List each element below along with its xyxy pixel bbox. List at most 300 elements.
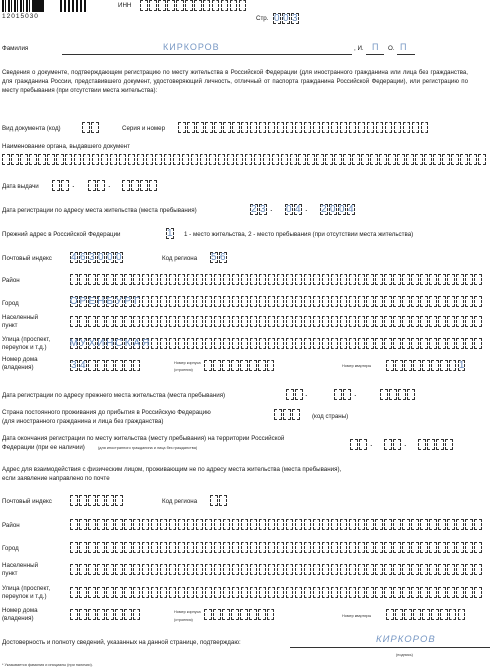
entry-cell[interactable] — [83, 154, 91, 165]
end-reg-year-cells[interactable] — [418, 439, 454, 450]
entry-cell[interactable] — [79, 274, 87, 285]
region2-cells[interactable] — [210, 495, 228, 506]
entry-cell[interactable] — [196, 316, 204, 327]
entry-cell[interactable] — [304, 587, 312, 598]
entry-cell[interactable] — [214, 542, 222, 553]
entry-cell[interactable] — [137, 154, 145, 165]
entry-cell[interactable] — [258, 360, 266, 371]
entry-cell[interactable]: 6 — [80, 252, 86, 263]
entry-cell[interactable] — [88, 609, 96, 620]
entry-cell[interactable] — [384, 439, 392, 450]
entry-cell[interactable] — [418, 439, 426, 450]
entry-cell[interactable] — [375, 316, 383, 327]
entry-cell[interactable] — [232, 122, 240, 133]
entry-cell[interactable] — [422, 609, 430, 620]
entry-cell[interactable] — [438, 316, 446, 327]
entry-cell[interactable] — [411, 587, 419, 598]
entry-cell[interactable] — [277, 338, 285, 349]
entry-cell[interactable] — [88, 542, 96, 553]
entry-cell[interactable] — [151, 274, 159, 285]
end-reg-day-cells[interactable] — [350, 439, 368, 450]
entry-cell[interactable] — [222, 360, 230, 371]
initial-i-value[interactable]: П — [372, 42, 379, 52]
entry-cell[interactable] — [402, 542, 410, 553]
entry-cell[interactable] — [449, 609, 457, 620]
entry-cell[interactable] — [456, 564, 464, 575]
entry-cell[interactable] — [268, 519, 276, 530]
entry-cell[interactable] — [420, 564, 428, 575]
entry-cell[interactable] — [393, 338, 401, 349]
entry-cell[interactable] — [295, 564, 303, 575]
entry-cell[interactable] — [313, 274, 321, 285]
entry-cell[interactable] — [304, 519, 312, 530]
entry-cell[interactable] — [151, 338, 159, 349]
entry-cell[interactable] — [456, 587, 464, 598]
entry-cell[interactable] — [133, 519, 141, 530]
entry-cell[interactable] — [218, 154, 226, 165]
entry-cell[interactable] — [79, 316, 87, 327]
entry-cell[interactable] — [70, 564, 78, 575]
entry-cell[interactable] — [88, 360, 96, 371]
entry-cell[interactable] — [232, 316, 240, 327]
registration-day-cells[interactable] — [250, 204, 268, 215]
entry-cell[interactable] — [133, 587, 141, 598]
entry-cell[interactable] — [384, 564, 392, 575]
entry-cell[interactable] — [334, 154, 342, 165]
entry-cell[interactable] — [160, 564, 168, 575]
house-cells[interactable] — [70, 360, 142, 371]
city2-cells[interactable] — [70, 542, 483, 553]
entry-cell[interactable] — [313, 316, 321, 327]
entry-cell[interactable] — [474, 338, 482, 349]
entry-cell[interactable] — [386, 360, 394, 371]
entry-cell[interactable] — [164, 154, 172, 165]
entry-cell[interactable] — [277, 587, 285, 598]
entry-cell[interactable] — [249, 609, 257, 620]
registration-month-cells[interactable] — [285, 204, 303, 215]
entry-cell[interactable] — [322, 542, 330, 553]
entry-cell[interactable] — [196, 587, 204, 598]
entry-cell[interactable] — [375, 338, 383, 349]
entry-cell[interactable] — [433, 154, 441, 165]
entry-cell[interactable] — [325, 154, 333, 165]
entry-cell[interactable] — [178, 274, 186, 285]
entry-cell[interactable] — [322, 122, 330, 133]
entry-cell[interactable] — [205, 542, 213, 553]
entry-cell[interactable] — [340, 338, 348, 349]
entry-cell[interactable] — [295, 587, 303, 598]
entry-cell[interactable] — [268, 122, 276, 133]
entry-cell[interactable]: Б — [106, 296, 114, 307]
entry-cell[interactable]: 4 — [80, 360, 86, 371]
entry-cell[interactable] — [361, 154, 369, 165]
entry-cell[interactable] — [376, 122, 384, 133]
entry-cell[interactable] — [268, 564, 276, 575]
entry-cell[interactable] — [438, 274, 446, 285]
entry-cell[interactable] — [358, 316, 366, 327]
entry-cell[interactable] — [79, 495, 87, 506]
entry-cell[interactable] — [456, 274, 464, 285]
entry-cell[interactable] — [304, 122, 312, 133]
entry-cell[interactable] — [349, 587, 357, 598]
entry-cell[interactable] — [366, 316, 374, 327]
entry-cell[interactable]: У — [79, 338, 86, 349]
street-cells[interactable] — [70, 338, 483, 349]
entry-cell[interactable] — [277, 519, 285, 530]
entry-cell[interactable] — [286, 296, 294, 307]
entry-cell[interactable] — [436, 439, 444, 450]
entry-cell[interactable] — [340, 122, 348, 133]
entry-cell[interactable] — [241, 296, 249, 307]
entry-cell[interactable] — [196, 274, 204, 285]
entry-cell[interactable] — [187, 542, 195, 553]
entry-cell[interactable] — [82, 122, 90, 133]
entry-cell[interactable] — [267, 609, 275, 620]
entry-cell[interactable] — [115, 587, 123, 598]
entry-cell[interactable] — [277, 564, 285, 575]
entry-cell[interactable] — [447, 316, 455, 327]
entry-cell[interactable] — [232, 338, 240, 349]
entry-cell[interactable] — [277, 296, 285, 307]
entry-cell[interactable] — [259, 587, 267, 598]
entry-cell[interactable] — [65, 154, 73, 165]
entry-cell[interactable]: 0 — [283, 13, 289, 24]
entry-cell[interactable] — [440, 360, 448, 371]
entry-cell[interactable] — [447, 296, 455, 307]
entry-cell[interactable] — [169, 519, 177, 530]
entry-cell[interactable] — [350, 439, 358, 450]
entry-cell[interactable] — [281, 154, 289, 165]
entry-cell[interactable] — [133, 542, 141, 553]
entry-cell[interactable] — [438, 296, 446, 307]
entry-cell[interactable] — [456, 519, 464, 530]
entry-cell[interactable] — [240, 360, 248, 371]
entry-cell[interactable] — [223, 519, 231, 530]
entry-cell[interactable] — [178, 316, 186, 327]
entry-cell[interactable] — [160, 542, 168, 553]
entry-cell[interactable] — [88, 274, 96, 285]
entry-cell[interactable] — [79, 542, 87, 553]
entry-cell[interactable] — [91, 122, 99, 133]
entry-cell[interactable]: 2 — [321, 204, 327, 215]
issue-day-cells[interactable] — [52, 180, 70, 191]
entry-cell[interactable] — [429, 542, 437, 553]
entry-cell[interactable] — [106, 519, 114, 530]
entry-cell[interactable] — [133, 274, 141, 285]
entry-cell[interactable] — [106, 495, 114, 506]
entry-cell[interactable] — [393, 587, 401, 598]
entry-cell[interactable] — [97, 360, 105, 371]
entry-cell[interactable] — [214, 519, 222, 530]
entry-cell[interactable] — [160, 296, 168, 307]
entry-cell[interactable]: Р — [79, 296, 87, 307]
entry-cell[interactable] — [245, 154, 253, 165]
entry-cell[interactable] — [375, 519, 383, 530]
entry-cell[interactable] — [241, 274, 249, 285]
entry-cell[interactable] — [176, 0, 184, 11]
entry-cell[interactable] — [240, 609, 248, 620]
entry-cell[interactable] — [219, 495, 227, 506]
entry-cell[interactable] — [214, 316, 222, 327]
entry-cell[interactable] — [214, 338, 222, 349]
entry-cell[interactable] — [412, 122, 420, 133]
entry-cell[interactable] — [223, 316, 231, 327]
entry-cell[interactable] — [178, 338, 186, 349]
entry-cell[interactable] — [447, 519, 455, 530]
entry-cell[interactable] — [169, 542, 177, 553]
entry-cell[interactable] — [322, 587, 330, 598]
entry-cell[interactable] — [178, 122, 186, 133]
entry-cell[interactable] — [456, 296, 464, 307]
entry-cell[interactable] — [115, 316, 123, 327]
entry-cell[interactable] — [474, 519, 482, 530]
entry-cell[interactable] — [411, 564, 419, 575]
entry-cell[interactable] — [331, 587, 339, 598]
entry-cell[interactable] — [70, 316, 78, 327]
entry-cell[interactable] — [340, 274, 348, 285]
entry-cell[interactable] — [440, 609, 448, 620]
entry-cell[interactable] — [385, 122, 393, 133]
entry-cell[interactable] — [474, 542, 482, 553]
entry-cell[interactable] — [388, 154, 396, 165]
entry-cell[interactable] — [397, 154, 405, 165]
entry-cell[interactable] — [97, 609, 105, 620]
entry-cell[interactable] — [447, 274, 455, 285]
entry-cell[interactable] — [358, 338, 366, 349]
entry-cell[interactable] — [151, 296, 159, 307]
entry-cell[interactable] — [178, 564, 186, 575]
entry-cell[interactable] — [214, 274, 222, 285]
entry-cell[interactable] — [384, 542, 392, 553]
entry-cell[interactable] — [277, 122, 285, 133]
entry-cell[interactable] — [214, 564, 222, 575]
entry-cell[interactable]: 0 — [115, 252, 122, 263]
entry-cell[interactable] — [212, 0, 220, 11]
entry-cell[interactable] — [52, 180, 60, 191]
district-cells[interactable] — [70, 274, 483, 285]
entry-cell[interactable]: 3 — [291, 13, 298, 24]
entry-cell[interactable]: А — [133, 338, 141, 349]
entry-cell[interactable] — [393, 296, 401, 307]
entry-cell[interactable] — [277, 274, 285, 285]
entry-cell[interactable] — [427, 439, 435, 450]
entry-cell[interactable] — [358, 122, 366, 133]
entry-cell[interactable] — [447, 542, 455, 553]
entry-cell[interactable] — [420, 338, 428, 349]
entry-cell[interactable] — [268, 587, 276, 598]
entry-cell[interactable] — [106, 587, 114, 598]
entry-cell[interactable] — [395, 360, 403, 371]
entry-cell[interactable] — [187, 587, 195, 598]
entry-cell[interactable] — [331, 316, 339, 327]
entry-cell[interactable] — [223, 122, 231, 133]
entry-cell[interactable]: 3 — [71, 360, 77, 371]
prev-address-cell[interactable] — [166, 228, 175, 239]
entry-cell[interactable] — [222, 609, 230, 620]
entry-cell[interactable] — [191, 154, 199, 165]
entry-cell[interactable] — [131, 180, 139, 191]
entry-cell[interactable] — [106, 609, 114, 620]
entry-cell[interactable] — [142, 587, 150, 598]
entry-cell[interactable] — [241, 542, 249, 553]
entry-cell[interactable] — [340, 519, 348, 530]
entry-cell[interactable] — [349, 316, 357, 327]
entry-cell[interactable]: 3 — [260, 204, 266, 215]
entry-cell[interactable] — [250, 274, 258, 285]
entry-cell[interactable] — [322, 519, 330, 530]
entry-cell[interactable] — [11, 154, 19, 165]
entry-cell[interactable] — [429, 274, 437, 285]
entry-cell[interactable] — [106, 542, 114, 553]
end-reg-month-cells[interactable] — [384, 439, 402, 450]
entry-cell[interactable] — [340, 542, 348, 553]
entry-cell[interactable] — [349, 338, 357, 349]
entry-cell[interactable] — [250, 587, 258, 598]
entry-cell[interactable] — [169, 274, 177, 285]
entry-cell[interactable] — [249, 360, 257, 371]
entry-cell[interactable] — [151, 587, 159, 598]
entry-cell[interactable]: Е — [88, 296, 96, 307]
entry-cell[interactable] — [178, 587, 186, 598]
entry-cell[interactable] — [173, 154, 181, 165]
flat-cells[interactable] — [386, 360, 467, 371]
entry-cell[interactable] — [352, 154, 360, 165]
entry-cell[interactable] — [331, 542, 339, 553]
entry-cell[interactable] — [394, 122, 402, 133]
country-code-cells[interactable] — [274, 409, 301, 420]
series-number-cells[interactable] — [178, 122, 430, 133]
entry-cell[interactable] — [187, 564, 195, 575]
entry-cell[interactable] — [349, 122, 357, 133]
entry-cell[interactable] — [402, 587, 410, 598]
entry-cell[interactable] — [286, 542, 294, 553]
entry-cell[interactable] — [169, 296, 177, 307]
entry-cell[interactable] — [366, 542, 374, 553]
entry-cell[interactable] — [140, 0, 148, 11]
entry-cell[interactable] — [241, 338, 249, 349]
entry-cell[interactable]: Н — [97, 296, 105, 307]
entry-cell[interactable] — [465, 587, 473, 598]
entry-cell[interactable] — [304, 542, 312, 553]
entry-cell[interactable] — [322, 316, 330, 327]
entry-cell[interactable] — [438, 587, 446, 598]
entry-cell[interactable]: 0 — [286, 204, 292, 215]
entry-cell[interactable] — [205, 519, 213, 530]
entry-cell[interactable] — [274, 409, 282, 420]
entry-cell[interactable] — [313, 519, 321, 530]
entry-cell[interactable] — [420, 274, 428, 285]
entry-cell[interactable] — [292, 409, 300, 420]
entry-cell[interactable] — [160, 274, 168, 285]
entry-cell[interactable] — [465, 316, 473, 327]
entry-cell[interactable] — [142, 519, 150, 530]
entry-cell[interactable] — [349, 519, 357, 530]
entry-cell[interactable]: Р — [124, 296, 132, 307]
entry-cell[interactable] — [316, 154, 324, 165]
entry-cell[interactable] — [79, 609, 87, 620]
entry-cell[interactable] — [115, 360, 123, 371]
entry-cell[interactable] — [295, 519, 303, 530]
entry-cell[interactable] — [358, 296, 366, 307]
entry-cell[interactable] — [259, 316, 267, 327]
entry-cell[interactable] — [343, 154, 351, 165]
entry-cell[interactable] — [290, 154, 298, 165]
entry-cell[interactable] — [465, 338, 473, 349]
entry-cell[interactable] — [402, 564, 410, 575]
entry-cell[interactable] — [223, 338, 231, 349]
entry-cell[interactable] — [349, 296, 357, 307]
entry-cell[interactable] — [286, 519, 294, 530]
entry-cell[interactable] — [263, 154, 271, 165]
entry-cell[interactable] — [421, 122, 429, 133]
entry-cell[interactable] — [307, 154, 315, 165]
entry-cell[interactable] — [160, 316, 168, 327]
entry-cell[interactable] — [106, 316, 114, 327]
entry-cell[interactable] — [304, 296, 312, 307]
entry-cell[interactable]: 4 — [347, 204, 354, 215]
entry-cell[interactable] — [384, 316, 392, 327]
entry-cell[interactable] — [474, 316, 482, 327]
entry-cell[interactable] — [250, 122, 258, 133]
entry-cell[interactable] — [232, 542, 240, 553]
entry-cell[interactable] — [331, 122, 339, 133]
entry-cell[interactable] — [231, 360, 239, 371]
entry-cell[interactable] — [456, 316, 464, 327]
entry-cell[interactable] — [375, 274, 383, 285]
entry-cell[interactable] — [366, 274, 374, 285]
entry-cell[interactable] — [213, 360, 221, 371]
entry-cell[interactable] — [203, 0, 211, 11]
entry-cell[interactable] — [268, 542, 276, 553]
entry-cell[interactable] — [70, 495, 78, 506]
entry-cell[interactable] — [431, 360, 439, 371]
entry-cell[interactable] — [384, 519, 392, 530]
entry-cell[interactable] — [449, 360, 457, 371]
region-cells[interactable] — [210, 252, 228, 263]
entry-cell[interactable] — [424, 154, 432, 165]
entry-cell[interactable] — [402, 274, 410, 285]
entry-cell[interactable] — [442, 154, 450, 165]
entry-cell[interactable] — [250, 338, 258, 349]
entry-cell[interactable] — [375, 587, 383, 598]
entry-cell[interactable] — [205, 338, 213, 349]
entry-cell[interactable] — [331, 338, 339, 349]
entry-cell[interactable] — [420, 587, 428, 598]
entry-cell[interactable] — [124, 609, 132, 620]
entry-cell[interactable]: М — [69, 338, 78, 349]
entry-cell[interactable] — [272, 154, 280, 165]
entry-cell[interactable] — [241, 316, 249, 327]
issue-year-cells[interactable] — [122, 180, 158, 191]
entry-cell[interactable] — [149, 0, 157, 11]
entry-cell[interactable] — [241, 564, 249, 575]
entry-cell[interactable] — [411, 316, 419, 327]
entry-cell[interactable] — [232, 587, 240, 598]
entry-cell[interactable] — [458, 609, 466, 620]
house2-cells[interactable] — [70, 609, 142, 620]
entry-cell[interactable] — [231, 609, 239, 620]
entry-cell[interactable] — [20, 154, 28, 165]
entry-cell[interactable] — [322, 274, 330, 285]
entry-cell[interactable] — [349, 274, 357, 285]
entry-cell[interactable] — [79, 564, 87, 575]
entry-cell[interactable] — [250, 542, 258, 553]
entry-cell[interactable] — [223, 587, 231, 598]
entry-cell[interactable] — [438, 542, 446, 553]
entry-cell[interactable] — [241, 587, 249, 598]
entry-cell[interactable] — [232, 274, 240, 285]
locality2-cells[interactable] — [70, 564, 483, 575]
